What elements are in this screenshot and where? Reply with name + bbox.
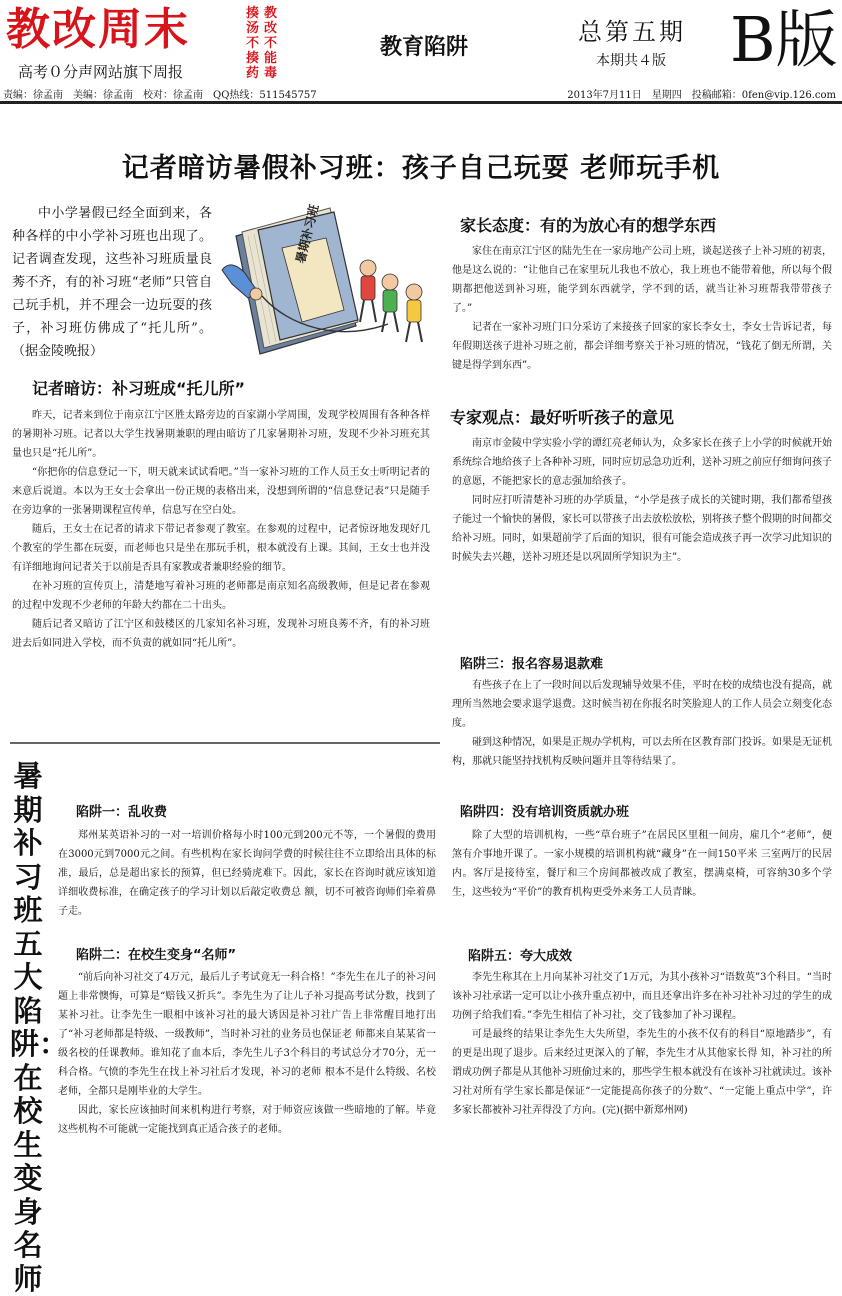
- section3-paragraph: 南京市金陵中学实验小学的谭红亮老师认为，众多家长在孩子上小学的时候就开始系统综合地给孩子上各种补习班，同时应切忌急功近利，送补习班之前应仔细询问孩子的意愿，不能把家长的意志强加给孩子。: [452, 438, 832, 487]
- trap3-paragraph: 碰到这种情况，如果是正规办学机构，可以去所在区教育部门投诉。如果是无证机构，那就只能坚持找机构反映问题并且等待结果了。: [452, 737, 832, 767]
- edition-label: B版: [730, 3, 838, 76]
- section1-paragraph: 随后，王女士在记者的请求下带记者参观了教室。在参观的过程中，记者惊讶地发现好几个教室的学生都在玩耍，而老师也只是坐在那玩手机，根本就没有上课。其间，王女士也并没有详细地询问记者关于以前是否具有家教或者兼职经验的细节。: [12, 524, 430, 573]
- trap1-heading: 陷阱一：乱收费: [76, 805, 168, 820]
- trap1-body: [58, 826, 436, 921]
- trap2-heading: 陷阱二：在校生变身“名师”: [76, 948, 237, 963]
- illustration-kids-book: [218, 203, 436, 356]
- section2-heading: 家长态度：有的为放心有的想学东西: [460, 216, 717, 235]
- section1-paragraph: 随后记者又暗访了江宁区和鼓楼区的几家知名补习班，发现补习班良莠不齐，有的补习班进去后如同进入学校，而不负责的就如同“托儿所”。: [12, 619, 430, 649]
- vertical-title: 暑期补习班五大陷阱：在校生变身名师: [10, 759, 69, 1296]
- issue-number: 总第五期: [578, 18, 686, 46]
- date-line: 2013年7月11日 星期四 投稿邮箱：0fen@vip.126.com: [567, 90, 836, 101]
- editors-line: 责编：徐孟南 美编：徐孟南 校对：徐孟南 QQ热线：511545757: [3, 90, 317, 101]
- masthead-rule: [0, 101, 842, 104]
- section1-paragraph: “你把你的信息登记一下，明天就来试试看吧。”当一家补习班的工作人员王女士听明记者的来意后说道。本以为王女士会拿出一份正规的表格出来，没想到所谓的“信息登记表”只是随手在旁边拿的一张暑期课程宣传单，信息写在空白处。: [12, 467, 430, 516]
- section1-body: [12, 406, 430, 653]
- section-name: 教育陷阱: [380, 35, 469, 60]
- page-headline: 记者暗访暑假补习班：孩子自己玩耍 老师玩手机: [121, 153, 721, 184]
- section3-paragraph: 同时应打听清楚补习班的办学质量，“小学是孩子成长的关键时期，我们都希望孩子能过一个愉快的暑假，家长可以带孩子出去放松放松，别将孩子整个假期的时间都交给补习班。同时，如果超前学了后面的知识，很有可能会造成孩子再一次学习此知识的时候失去兴趣，送补习班还是以巩固所学知识为主”。: [452, 495, 832, 563]
- trap3-paragraph: 有些孩子在上了一段时间以后发现辅导效果不佳，平时在校的成绩也没有提高，就理所当然地会要求退学退费。这时候当初在你报名时笑脸迎人的工作人员会立刻变化态度。: [452, 680, 832, 729]
- lead-paragraph: 中小学暑假已经全面到来，各种各样的中小学补习班也出现了。记者调查发现，这些补习班质量良莠不齐，有的补习班“老师”只管自己玩手机，并不理会一边玩耍的孩子，补习班仿佛成了“托儿所”。（据金陵晚报）: [12, 206, 212, 359]
- masthead-motto-right: 教改不能毒: [264, 6, 278, 81]
- illustration-book-label: 暑期补习班: [293, 203, 322, 265]
- section1-heading: 记者暗访：补习班成“托儿所”: [32, 379, 246, 398]
- section-divider: [10, 742, 440, 744]
- trap4-paragraph: 除了大型的培训机构，一些“草台班子”在居民区里租一间房，雇几个“老师”，便煞有介事地开课了。一家小规模的培训机构就“藏身”在一间150平米 三室两厅的民居内。客厅是接待室，餐厅和三个房间都被改成了教室，摆满桌椅，可容纳30多个学生，这些较为“平价”的教育机构更受外来务工人员青睐。: [452, 830, 832, 898]
- section2-paragraph: 家住在南京江宁区的陆先生在一家房地产公司上班，谈起送孩子上补习班的初衷，他是这么说的：“让他自己在家里玩儿我也不放心，我上班也不能带着他，所以每个假期都把他送到补习班，能学到东西就学，学不到的话，就当让补习班帮我带带孩子了。”: [452, 246, 832, 314]
- section1-paragraph: 在补习班的宣传页上，清楚地写着补习班的老师都是南京知名高级教师，但是记者在参观的过程中发现不少老师的年龄大约都在二十出头。: [12, 581, 430, 611]
- masthead-title: 教改周末: [6, 4, 190, 55]
- section3-body: [452, 434, 832, 567]
- trap4-body: [452, 826, 832, 902]
- trap2-paragraph: “前后向补习社交了4万元，最后儿子考试竟无一科合格！”李先生在儿子的补习问题上非常懊悔，可算是“赔钱又折兵”。李先生为了让儿子补习提高考试分数，找到了某补习社。让李先生一眼相中该补习社的最大诱因是补习社广告上非常醒目地打出了“补习老师都是特级、一级教师”，当时补习社的业务员也保证老 师都来自某某省一级名校的任课教师。谁知花了血本后，李先生儿子3个科目的考试总分才70分，无一科合格。气愤的李先生在找上补习社后才发现，补习的老师 根本不是什么特级、名校老师，全都只是刚毕业的大学生。: [58, 972, 436, 1097]
- trap5-paragraph: 可是最终的结果让李先生大失所望，李先生的小孩不仅有的科目“原地踏步”，有的更是出现了退步。后来经过更深入的了解，李先生才从其他家长得 知，补习社的所谓成功例子都是从其他补习班偷过来的，那些学生根本就没有在该补习社就读过。该补习社对所有学生家长都是保证“一定能提高你孩子的分数”、“一定能上重点中学”，许多家长都被补习社弄得没了方向。(完)(据中新郑州网): [452, 1029, 832, 1116]
- section2-body: [452, 242, 832, 375]
- trap5-body: [452, 968, 832, 1120]
- section2-paragraph: 记者在一家补习班门口分采访了来接孩子回家的家长李女士，李女士告诉记者，每年假期送孩子进补习班之前，都会详细考察关于补习班的情况，“钱花了倒无所谓，关键是得学到东西”。: [452, 322, 832, 371]
- trap2-body: [58, 968, 436, 1139]
- page-count: 本期共４版: [596, 53, 666, 69]
- trap5-paragraph: 李先生称其在上月向某补习社交了1万元，为其小孩补习“语数英”3个科目。“当时该补习社承诺一定可以让小孩升重点初中，而且还拿出许多在补习社补习过的学生的成功例子给我们看。”李先生相信了补习社，交了钱参加了补习课程。: [452, 972, 832, 1021]
- trap3-body: [452, 676, 832, 771]
- trap5-heading: 陷阱五：夸大成效: [468, 949, 573, 964]
- section1-paragraph: 昨天，记者来到位于南京江宁区胜太路旁边的百家湖小学周围，发现学校周围有各种各样的暑期补习班。记者以大学生找暑期兼职的理由暗访了几家暑期补习班，发现不少补习班充其量也只是“托儿所”。: [12, 410, 430, 459]
- section3-heading: 专家观点：最好听听孩子的意见: [450, 408, 675, 427]
- trap3-heading: 陷阱三：报名容易退款难: [460, 657, 604, 672]
- trap4-heading: 陷阱四：没有培训资质就办班: [460, 805, 630, 820]
- masthead-motto-left: 揍汤不揍药: [246, 6, 260, 81]
- masthead-subtitle: 高考０分声网站旗下周报: [18, 63, 184, 81]
- trap2-paragraph: 因此，家长应该抽时间来机构进行考察，对于师资应该做一些暗地的了解。毕竟这些机构不可能就一定能找到真正适合孩子的老师。: [58, 1105, 436, 1135]
- trap1-paragraph: 郑州某英语补习的一对一培训价格每小时100元到200元不等，一个暑假的费用在3000元到7000元之间。有些机构在家长询问学费的时候往往不立即给出具体的标准，最后，总是超出家长的预算，但已经骑虎难下。因此，家长在咨询时就应该知道详细收费标准，在确定孩子的学习计划以后敲定收费总 额，切不可被咨询师们牵着鼻子走。: [58, 830, 436, 917]
